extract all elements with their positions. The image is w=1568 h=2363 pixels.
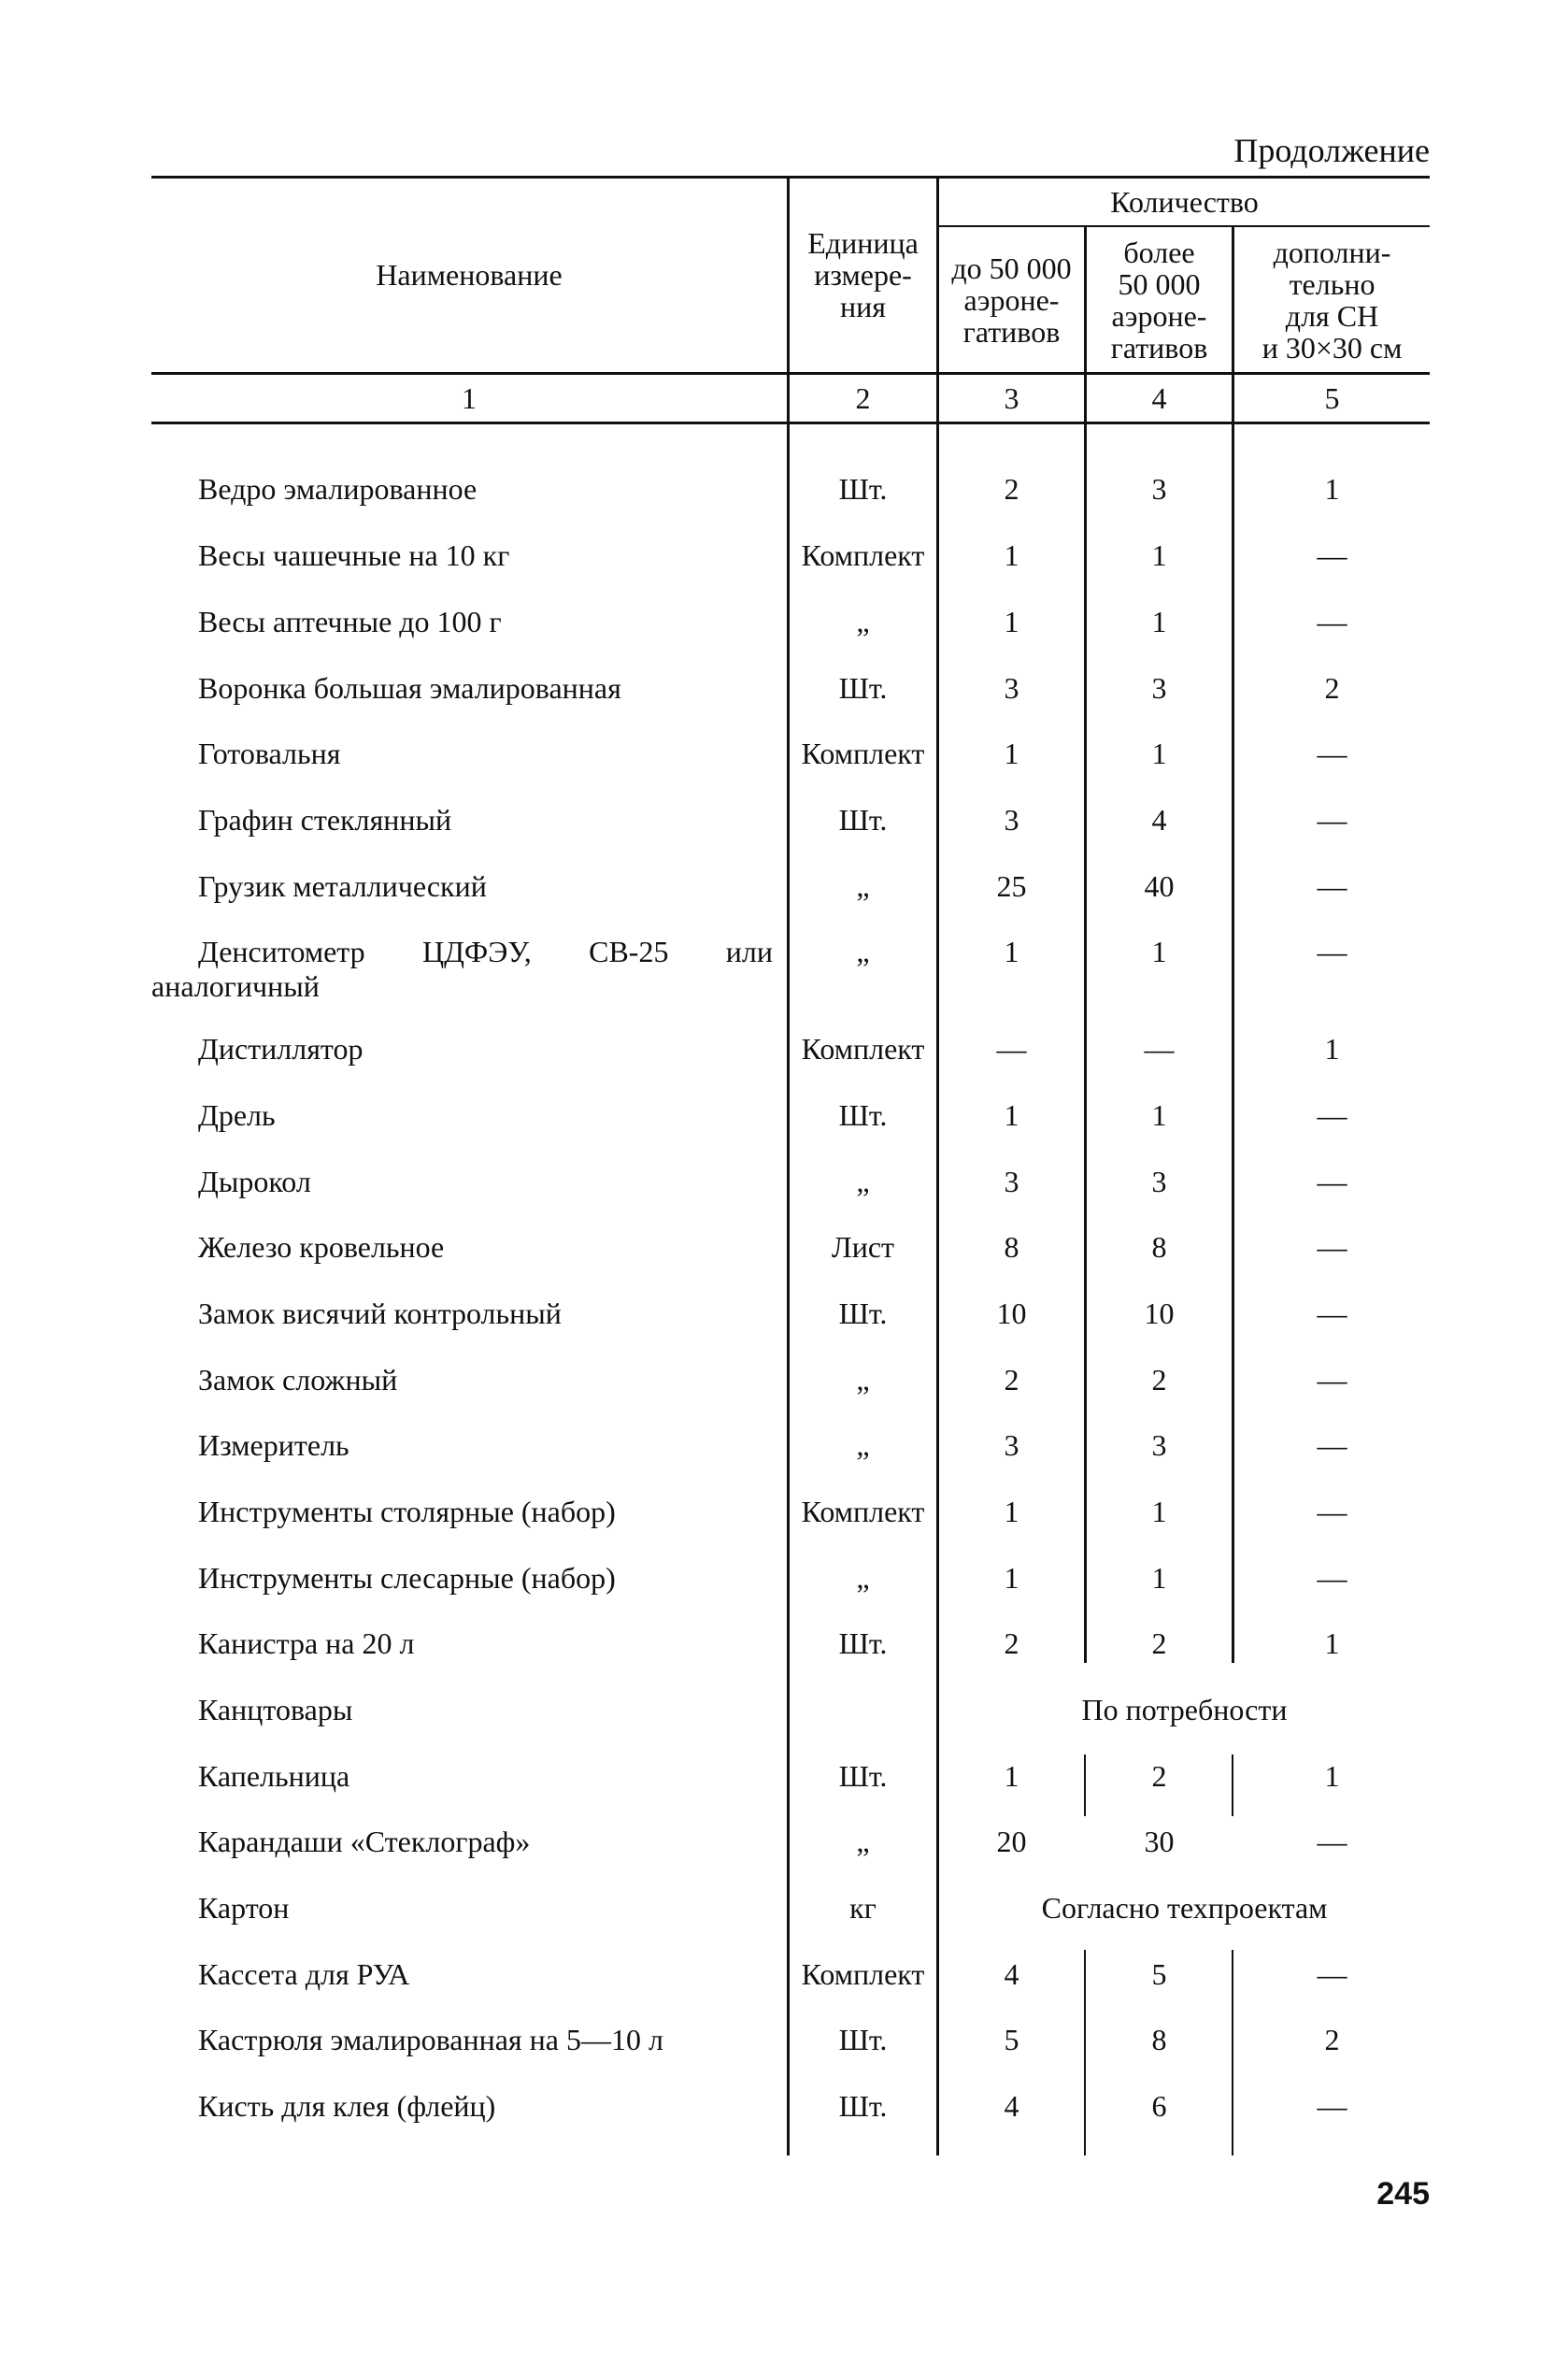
table-row [0, 737, 1568, 793]
row-col5: — [1317, 1825, 1347, 1858]
row-name: Канцтовары [198, 1693, 353, 1726]
header-col5-line: дополни- [1273, 236, 1391, 269]
row-col4: 1 [1151, 1495, 1167, 1528]
table-row [0, 1098, 1568, 1154]
row-name: Грузик металлический [198, 869, 487, 903]
header-col5-line: и 30×30 см [1262, 331, 1403, 365]
header-unit-line: измере- [814, 258, 912, 292]
row-unit: Комплект [801, 538, 925, 572]
row-unit: Комплект [801, 1495, 925, 1528]
table-row [0, 1165, 1568, 1221]
table-row [0, 803, 1568, 859]
row-col3: — [996, 1032, 1027, 1066]
row-unit: „ [856, 1825, 870, 1858]
row-col4: 1 [1151, 935, 1167, 968]
row-name-word: ЦДФЭУ, [421, 935, 532, 968]
row-name-word: или [725, 935, 773, 968]
row-quantity-span: По потребности [1081, 1693, 1288, 1726]
table-row [0, 1957, 1568, 2013]
header-col4 [1087, 228, 1232, 372]
row-unit: Шт. [838, 1759, 888, 1793]
table-row [0, 1825, 1568, 1881]
row-col5: — [1317, 803, 1347, 837]
row-col5: — [1317, 1495, 1347, 1528]
row-col4: 3 [1151, 671, 1167, 705]
header-col3-line: до 50 000 [951, 251, 1072, 285]
row-col5: — [1317, 935, 1347, 968]
row-col5: 1 [1324, 1626, 1340, 1660]
row-col4: 2 [1151, 1363, 1167, 1396]
row-name: Воронка большая эмалированная [198, 671, 621, 705]
row-col3: 2 [1004, 472, 1019, 506]
row-col5: 1 [1324, 1759, 1340, 1793]
header-col4-line: более [1123, 236, 1195, 269]
row-col3: 1 [1004, 1495, 1019, 1528]
row-unit: Комплект [801, 1032, 925, 1066]
row-unit: „ [856, 1428, 870, 1462]
row-col3: 1 [1004, 737, 1019, 770]
table-row [0, 1693, 1568, 1749]
row-unit: „ [856, 1561, 870, 1595]
row-col4: 4 [1151, 803, 1167, 837]
row-col3: 1 [1004, 1759, 1019, 1793]
row-name: Кисть для клея (флейц) [198, 2089, 496, 2123]
row-col4: 1 [1151, 538, 1167, 572]
row-col5: 1 [1324, 472, 1340, 506]
column-number-4: 4 [1151, 381, 1167, 415]
row-col3: 4 [1004, 2089, 1019, 2123]
row-name: Весы аптечные до 100 г [198, 605, 502, 638]
row-col4: 10 [1144, 1296, 1175, 1330]
row-name-continued: аналогичный [151, 969, 320, 1003]
row-unit: Шт. [838, 671, 888, 705]
row-col4: 6 [1151, 2089, 1167, 2123]
row-unit: Лист [831, 1230, 894, 1264]
row-col5: — [1317, 1296, 1347, 1330]
table-row [0, 605, 1568, 661]
row-name: Дистиллятор [198, 1032, 363, 1066]
header-col3-line: гативов [962, 315, 1061, 349]
row-col3: 1 [1004, 935, 1019, 968]
page-number: 245 [1376, 2176, 1430, 2212]
row-name: Ведро эмалированное [198, 472, 478, 506]
row-col3: 4 [1004, 1957, 1019, 1991]
continuation-label: Продолжение [1233, 132, 1430, 169]
table-row [0, 1296, 1568, 1353]
column-number-5: 5 [1324, 381, 1340, 415]
header-col3-line: аэроне- [963, 283, 1060, 317]
header-name-text: Наименование [376, 258, 563, 292]
row-col3: 1 [1004, 605, 1019, 638]
row-name: Картон [198, 1891, 290, 1925]
column-number-3: 3 [1004, 381, 1019, 415]
table-row [0, 935, 1568, 1003]
row-col3: 1 [1004, 538, 1019, 572]
row-name: Готовальня [198, 737, 341, 770]
row-name: Замок висячий контрольный [198, 1296, 562, 1330]
row-col3: 2 [1004, 1626, 1019, 1660]
row-col3: 25 [996, 869, 1027, 903]
header-col3 [939, 228, 1084, 372]
row-col4: 1 [1151, 605, 1167, 638]
row-col5: — [1317, 605, 1347, 638]
header-quantity-text: Количество [1110, 184, 1259, 219]
row-col4: — [1144, 1032, 1175, 1066]
row-name-word: Денситометр [198, 935, 365, 968]
table-row [0, 1891, 1568, 1947]
row-col4: 1 [1151, 737, 1167, 770]
row-name: Капельница [198, 1759, 350, 1793]
row-unit: кг [849, 1891, 877, 1925]
row-col4: 1 [1151, 1098, 1167, 1132]
row-name: Инструменты столярные (набор) [198, 1495, 616, 1528]
table-row [0, 671, 1568, 727]
row-unit: Шт. [838, 2089, 888, 2123]
row-col4: 2 [1151, 1626, 1167, 1660]
row-unit: „ [856, 1363, 870, 1396]
row-col3: 1 [1004, 1098, 1019, 1132]
table-row [0, 1561, 1568, 1617]
row-col3: 8 [1004, 1230, 1019, 1264]
row-unit: Шт. [838, 1098, 888, 1132]
row-unit: Шт. [838, 2023, 888, 2056]
row-col3: 5 [1004, 2023, 1019, 2056]
row-name: Дрель [198, 1098, 276, 1132]
row-col5: 2 [1324, 2023, 1340, 2056]
row-col5: — [1317, 737, 1347, 770]
table-row [0, 2023, 1568, 2079]
row-col5: — [1317, 1098, 1347, 1132]
row-unit: „ [856, 869, 870, 903]
row-col4: 5 [1151, 1957, 1167, 1991]
row-col3: 3 [1004, 1165, 1019, 1198]
table-row [0, 1428, 1568, 1484]
row-col5: — [1317, 1561, 1347, 1595]
row-col5: — [1317, 869, 1347, 903]
row-col5: — [1317, 1165, 1347, 1198]
row-col4: 1 [1151, 1561, 1167, 1595]
table-row [0, 869, 1568, 925]
row-name: Весы чашечные на 10 кг [198, 538, 510, 572]
row-col5: — [1317, 1363, 1347, 1396]
header-quantity [939, 178, 1430, 225]
row-name: Карандаши «Стеклограф» [198, 1825, 531, 1858]
header-col5 [1234, 228, 1430, 372]
row-col5: — [1317, 2089, 1347, 2123]
row-col5: 2 [1324, 671, 1340, 705]
row-name: Графин стеклянный [198, 803, 452, 837]
column-number-1: 1 [462, 381, 477, 415]
quantity-rule [936, 225, 1430, 227]
row-col5: — [1317, 1957, 1347, 1991]
table-row [0, 472, 1568, 528]
row-name-word: СВ-25 [589, 935, 669, 968]
row-name: Кастрюля эмалированная на 5—10 л [198, 2023, 663, 2056]
row-col5: — [1317, 538, 1347, 572]
row-name [198, 935, 773, 969]
row-col4: 2 [1151, 1759, 1167, 1793]
row-col5: — [1317, 1230, 1347, 1264]
table-row [0, 2089, 1568, 2145]
row-unit: Комплект [801, 737, 925, 770]
row-col5: 1 [1324, 1032, 1340, 1066]
row-name: Кассета для РУА [198, 1957, 410, 1991]
row-name: Измеритель [198, 1428, 349, 1462]
table-row [0, 1230, 1568, 1286]
row-name: Инструменты слесарные (набор) [198, 1561, 616, 1595]
table-row [0, 538, 1568, 594]
row-col3: 3 [1004, 1428, 1019, 1462]
header-col4-line: аэроне- [1111, 299, 1207, 333]
row-col3: 20 [996, 1825, 1027, 1858]
header-unit-line: Единица [807, 226, 919, 260]
row-unit: Шт. [838, 1296, 888, 1330]
row-col4: 8 [1151, 1230, 1167, 1264]
header-col4-line: 50 000 [1118, 267, 1201, 301]
row-col4: 3 [1151, 1428, 1167, 1462]
row-name: Замок сложный [198, 1363, 398, 1396]
row-unit: „ [856, 935, 870, 968]
header-col5-line: для СН [1285, 299, 1379, 333]
row-unit: „ [856, 1165, 870, 1198]
column-number-2: 2 [855, 381, 871, 415]
row-quantity-span: Согласно техпроектам [1041, 1891, 1328, 1925]
row-unit: Шт. [838, 472, 888, 506]
header-col5-line: тельно [1289, 267, 1376, 301]
row-unit: Комплект [801, 1957, 925, 1991]
row-col4: 3 [1151, 472, 1167, 506]
row-name: Железо кровельное [198, 1230, 445, 1264]
table-row [0, 1032, 1568, 1088]
row-unit: „ [856, 605, 870, 638]
row-name: Канистра на 20 л [198, 1626, 415, 1660]
row-col3: 3 [1004, 671, 1019, 705]
row-col4: 3 [1151, 1165, 1167, 1198]
row-col4: 40 [1144, 869, 1175, 903]
header-unit [790, 178, 936, 372]
table-row [0, 1363, 1568, 1419]
row-col3: 10 [996, 1296, 1027, 1330]
row-name: Дырокол [198, 1165, 311, 1198]
header-col4-line: гативов [1110, 331, 1208, 365]
row-col3: 2 [1004, 1363, 1019, 1396]
row-unit: Шт. [838, 1626, 888, 1660]
row-col4: 8 [1151, 2023, 1167, 2056]
header-unit-line: ния [840, 290, 886, 323]
row-col5: — [1317, 1428, 1347, 1462]
row-col4: 30 [1144, 1825, 1175, 1858]
table-row [0, 1626, 1568, 1683]
row-unit: Шт. [838, 803, 888, 837]
row-col3: 1 [1004, 1561, 1019, 1595]
table-row [0, 1495, 1568, 1551]
row-col3: 3 [1004, 803, 1019, 837]
table-row [0, 1759, 1568, 1815]
number-row-rule [151, 422, 1430, 424]
header-name [151, 178, 787, 372]
